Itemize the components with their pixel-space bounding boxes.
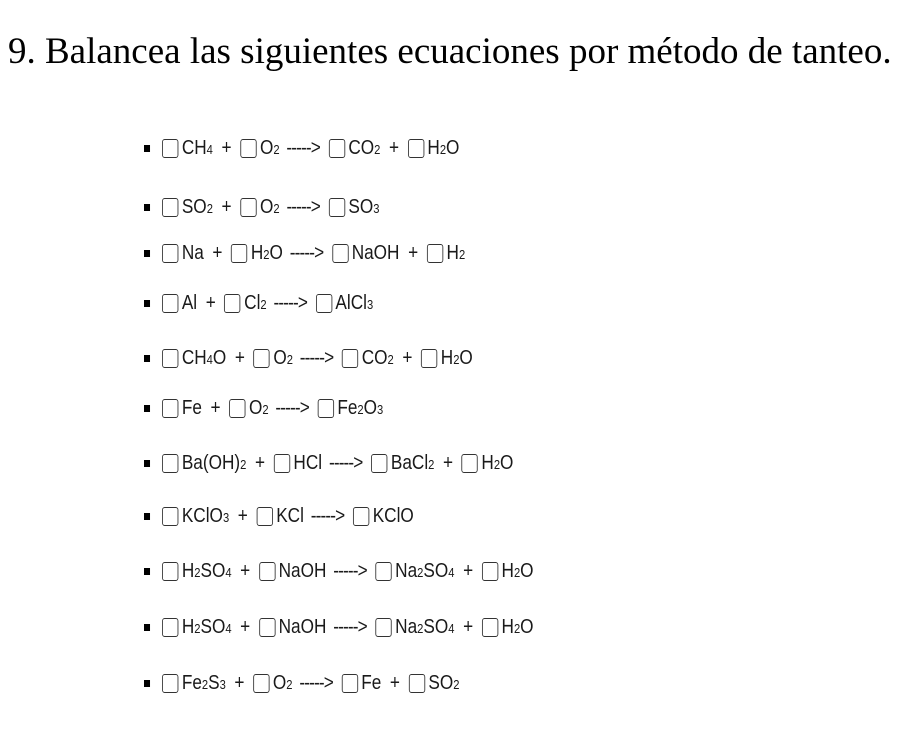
coefficient-box[interactable] bbox=[371, 454, 387, 473]
formula bbox=[502, 560, 534, 583]
formula-subscript: 2 bbox=[260, 296, 267, 312]
formula-text: Na bbox=[181, 241, 204, 264]
formula-text: O bbox=[520, 559, 534, 582]
formula bbox=[361, 672, 381, 695]
formula-subscript: 2 bbox=[286, 676, 293, 692]
formula-text: Ba(OH) bbox=[181, 451, 241, 474]
coefficient-box[interactable] bbox=[259, 562, 275, 581]
bullet-icon bbox=[144, 624, 150, 631]
plus-sign: + bbox=[234, 346, 245, 369]
equation-row bbox=[144, 133, 459, 163]
formula bbox=[249, 397, 269, 420]
formula-text: S bbox=[208, 671, 220, 694]
formula-text: CO bbox=[361, 346, 388, 369]
coefficient-box[interactable] bbox=[162, 198, 178, 217]
coefficient-box[interactable] bbox=[162, 562, 178, 581]
formula-subscript: 2 bbox=[417, 620, 424, 636]
plus-sign: + bbox=[254, 451, 266, 474]
arrow-sign: -----> bbox=[273, 291, 308, 314]
formula-text: O bbox=[520, 615, 534, 638]
formula-subscript: 2 bbox=[453, 351, 460, 367]
coefficient-box[interactable] bbox=[274, 454, 290, 473]
plus-sign: + bbox=[240, 615, 251, 638]
formula bbox=[391, 452, 435, 475]
arrow-sign: -----> bbox=[286, 136, 320, 159]
plus-sign: + bbox=[240, 559, 251, 582]
plus-sign: + bbox=[210, 396, 221, 419]
plus-sign: + bbox=[212, 241, 223, 264]
formula-subscript: 2 bbox=[458, 246, 466, 262]
formula-text: Na bbox=[395, 559, 418, 582]
formula-text: CH bbox=[181, 346, 207, 369]
page-title: 9. Balancea las siguientes ecuaciones por método de tanteo. bbox=[8, 31, 892, 72]
formula-text: CO bbox=[348, 136, 375, 159]
coefficient-box[interactable] bbox=[240, 198, 256, 217]
coefficient-box[interactable] bbox=[259, 618, 275, 637]
formula-subscript: 4 bbox=[448, 620, 455, 636]
coefficient-box[interactable] bbox=[231, 244, 247, 263]
formula-subscript: 3 bbox=[219, 676, 226, 692]
formula-text: SO bbox=[423, 615, 449, 638]
formula bbox=[182, 397, 202, 420]
coefficient-box[interactable] bbox=[162, 349, 178, 368]
formula-text: H bbox=[481, 451, 494, 474]
formula-text: Al bbox=[181, 291, 198, 314]
formula-text: SO bbox=[200, 615, 226, 638]
coefficient-box[interactable] bbox=[409, 674, 425, 693]
bullet-icon bbox=[144, 680, 150, 687]
formula-text: H bbox=[501, 559, 514, 582]
coefficient-box[interactable] bbox=[162, 399, 178, 418]
coefficient-box[interactable] bbox=[253, 674, 269, 693]
coefficient-box[interactable] bbox=[421, 349, 437, 368]
coefficient-box[interactable] bbox=[162, 618, 178, 637]
formula bbox=[273, 347, 293, 370]
formula-subscript: 4 bbox=[206, 351, 213, 367]
coefficient-box[interactable] bbox=[254, 349, 270, 368]
equation-row bbox=[144, 288, 373, 318]
formula-text: O bbox=[272, 671, 287, 694]
coefficient-box[interactable] bbox=[332, 244, 348, 263]
equation-row bbox=[144, 238, 465, 268]
formula-subscript: 2 bbox=[194, 564, 201, 580]
arrow-sign: -----> bbox=[289, 241, 324, 264]
formula-text: O bbox=[259, 195, 274, 218]
formula-subscript: 2 bbox=[493, 456, 501, 472]
formula-text: Cl bbox=[244, 291, 261, 314]
formula bbox=[427, 137, 459, 160]
bullet-icon bbox=[144, 250, 150, 257]
formula-subscript: 4 bbox=[225, 620, 232, 636]
formula bbox=[279, 616, 327, 639]
formula-text: NaOH bbox=[278, 615, 327, 638]
coefficient-box[interactable] bbox=[482, 618, 498, 637]
formula-subscript: 3 bbox=[366, 296, 374, 312]
formula bbox=[395, 616, 454, 639]
formula-subscript: 2 bbox=[417, 564, 424, 580]
formula bbox=[395, 560, 454, 583]
formula-text: O bbox=[269, 241, 283, 264]
formula-text: Fe bbox=[361, 671, 382, 694]
formula-subscript: 4 bbox=[206, 141, 213, 157]
equation-row bbox=[144, 343, 473, 373]
formula bbox=[502, 616, 534, 639]
formula-subscript: 4 bbox=[225, 564, 232, 580]
formula-text: H bbox=[446, 241, 459, 264]
formula bbox=[362, 347, 394, 370]
formula-text: SO bbox=[423, 559, 449, 582]
formula-subscript: 3 bbox=[377, 401, 384, 417]
formula bbox=[441, 347, 473, 370]
equation-row bbox=[144, 393, 383, 423]
formula-subscript: 2 bbox=[273, 200, 280, 216]
formula-subscript: 4 bbox=[448, 564, 455, 580]
coefficient-box[interactable] bbox=[162, 674, 178, 693]
formula-text: Fe bbox=[337, 396, 358, 419]
formula-subscript: 2 bbox=[357, 401, 364, 417]
formula bbox=[260, 196, 280, 219]
formula bbox=[373, 505, 414, 528]
arrow-sign: -----> bbox=[275, 396, 309, 419]
bullet-icon bbox=[144, 460, 150, 467]
formula-text: H bbox=[427, 136, 440, 159]
formula-subscript: 2 bbox=[286, 351, 293, 367]
bullet-icon bbox=[144, 405, 150, 412]
formula-text: AlCl bbox=[335, 291, 367, 314]
coefficient-box[interactable] bbox=[342, 349, 358, 368]
equation-row bbox=[144, 501, 414, 531]
arrow-sign: -----> bbox=[299, 346, 334, 369]
formula-text: NaOH bbox=[351, 241, 400, 264]
formula-subscript: 2 bbox=[273, 141, 280, 157]
formula-text: SO bbox=[428, 671, 454, 694]
formula-text: BaCl bbox=[390, 451, 429, 474]
formula bbox=[447, 242, 466, 265]
formula-text: H bbox=[440, 346, 454, 369]
formula bbox=[352, 242, 400, 265]
formula bbox=[182, 560, 232, 583]
formula bbox=[273, 672, 293, 695]
arrow-sign: -----> bbox=[328, 451, 363, 474]
coefficient-box[interactable] bbox=[329, 198, 345, 217]
arrow-sign: -----> bbox=[286, 195, 320, 218]
formula-subscript: 2 bbox=[263, 246, 270, 262]
formula-text: O bbox=[212, 346, 227, 369]
coefficient-box[interactable] bbox=[162, 294, 178, 313]
formula bbox=[182, 196, 213, 219]
equation-row bbox=[144, 192, 379, 222]
formula bbox=[251, 242, 283, 265]
formula-text: KClO bbox=[181, 504, 223, 527]
arrow-sign: -----> bbox=[310, 504, 345, 527]
plus-sign: + bbox=[221, 195, 232, 218]
formula-subscript: 2 bbox=[513, 564, 521, 580]
coefficient-box[interactable] bbox=[240, 139, 256, 158]
coefficient-box[interactable] bbox=[341, 674, 357, 693]
coefficient-box[interactable] bbox=[229, 399, 245, 418]
coefficient-box[interactable] bbox=[318, 399, 334, 418]
bullet-icon bbox=[144, 568, 150, 575]
bullet-icon bbox=[144, 204, 150, 211]
formula-text: O bbox=[248, 396, 263, 419]
coefficient-box[interactable] bbox=[162, 454, 178, 473]
plus-sign: + bbox=[408, 241, 419, 264]
formula bbox=[428, 672, 459, 695]
formula-subscript: 2 bbox=[240, 456, 247, 472]
plus-sign: + bbox=[402, 346, 413, 369]
formula-text: SO bbox=[181, 195, 207, 218]
bullet-icon bbox=[144, 145, 150, 152]
formula-subscript: 2 bbox=[387, 351, 394, 367]
formula bbox=[182, 347, 226, 370]
coefficient-box[interactable] bbox=[162, 139, 178, 158]
formula-text: Fe bbox=[181, 671, 202, 694]
formula-subscript: 2 bbox=[428, 456, 435, 472]
formula-text: H bbox=[181, 615, 195, 638]
formula-text: SO bbox=[200, 559, 226, 582]
formula bbox=[182, 672, 226, 695]
formula-subscript: 2 bbox=[194, 620, 201, 636]
formula-subscript: 3 bbox=[373, 200, 380, 216]
coefficient-box[interactable] bbox=[224, 294, 240, 313]
formula bbox=[335, 292, 373, 315]
formula-text: H bbox=[501, 615, 514, 638]
formula-text: O bbox=[446, 136, 460, 159]
formula-text: HCl bbox=[293, 451, 323, 474]
formula-subscript: 2 bbox=[439, 141, 447, 157]
formula bbox=[293, 452, 322, 475]
coefficient-box[interactable] bbox=[353, 507, 369, 526]
equation-row bbox=[144, 556, 534, 586]
plus-sign: + bbox=[221, 136, 232, 159]
formula-text: H bbox=[250, 241, 264, 264]
coefficient-box[interactable] bbox=[256, 507, 272, 526]
coefficient-box[interactable] bbox=[427, 244, 443, 263]
formula-text: O bbox=[273, 346, 287, 369]
arrow-sign: -----> bbox=[333, 559, 367, 582]
coefficient-box[interactable] bbox=[162, 244, 178, 263]
formula bbox=[260, 137, 280, 160]
plus-sign: + bbox=[388, 136, 400, 159]
formula bbox=[182, 505, 229, 528]
arrow-sign: -----> bbox=[333, 615, 367, 638]
formula-text: Na bbox=[395, 615, 418, 638]
bullet-icon bbox=[144, 355, 150, 362]
plus-sign: + bbox=[389, 671, 400, 694]
coefficient-box[interactable] bbox=[462, 454, 478, 473]
plus-sign: + bbox=[442, 451, 454, 474]
bullet-icon bbox=[144, 513, 150, 520]
coefficient-box[interactable] bbox=[375, 618, 391, 637]
plus-sign: + bbox=[463, 559, 474, 582]
formula bbox=[481, 452, 513, 475]
plus-sign: + bbox=[234, 671, 245, 694]
formula bbox=[182, 292, 197, 315]
formula-text: O bbox=[259, 136, 274, 159]
coefficient-box[interactable] bbox=[375, 562, 391, 581]
formula-text: NaOH bbox=[278, 559, 327, 582]
formula-text: H bbox=[181, 559, 195, 582]
formula-subscript: 3 bbox=[222, 509, 230, 525]
bullet-icon bbox=[144, 300, 150, 307]
equation-row bbox=[144, 612, 534, 642]
formula-text: CH bbox=[181, 136, 207, 159]
formula-text: KClO bbox=[372, 504, 414, 527]
formula-text: O bbox=[500, 451, 514, 474]
formula-subscript: 2 bbox=[262, 401, 269, 417]
formula bbox=[182, 137, 213, 160]
formula-text: KCl bbox=[276, 504, 304, 527]
coefficient-box[interactable] bbox=[162, 507, 178, 526]
plus-sign: + bbox=[463, 615, 474, 638]
formula-text: SO bbox=[348, 195, 374, 218]
coefficient-box[interactable] bbox=[408, 139, 424, 158]
formula-text: Fe bbox=[181, 396, 202, 419]
formula bbox=[337, 397, 383, 420]
formula-subscript: 2 bbox=[513, 620, 521, 636]
formula bbox=[279, 560, 327, 583]
formula bbox=[276, 505, 304, 528]
formula bbox=[182, 242, 204, 265]
equation-row bbox=[144, 668, 459, 698]
formula-text: O bbox=[363, 396, 378, 419]
plus-sign: + bbox=[205, 291, 216, 314]
formula bbox=[182, 616, 232, 639]
formula-subscript: 2 bbox=[453, 676, 460, 692]
formula bbox=[182, 452, 247, 475]
formula bbox=[244, 292, 266, 315]
arrow-sign: -----> bbox=[299, 671, 333, 694]
formula-subscript: 2 bbox=[201, 676, 209, 692]
formula-text: O bbox=[459, 346, 473, 369]
formula bbox=[348, 196, 379, 219]
formula bbox=[348, 137, 380, 160]
plus-sign: + bbox=[237, 504, 248, 527]
equation-row bbox=[144, 448, 513, 478]
formula-subscript: 2 bbox=[374, 141, 381, 157]
coefficient-box[interactable] bbox=[316, 294, 332, 313]
coefficient-box[interactable] bbox=[482, 562, 498, 581]
formula-subscript: 2 bbox=[206, 200, 213, 216]
coefficient-box[interactable] bbox=[329, 139, 345, 158]
